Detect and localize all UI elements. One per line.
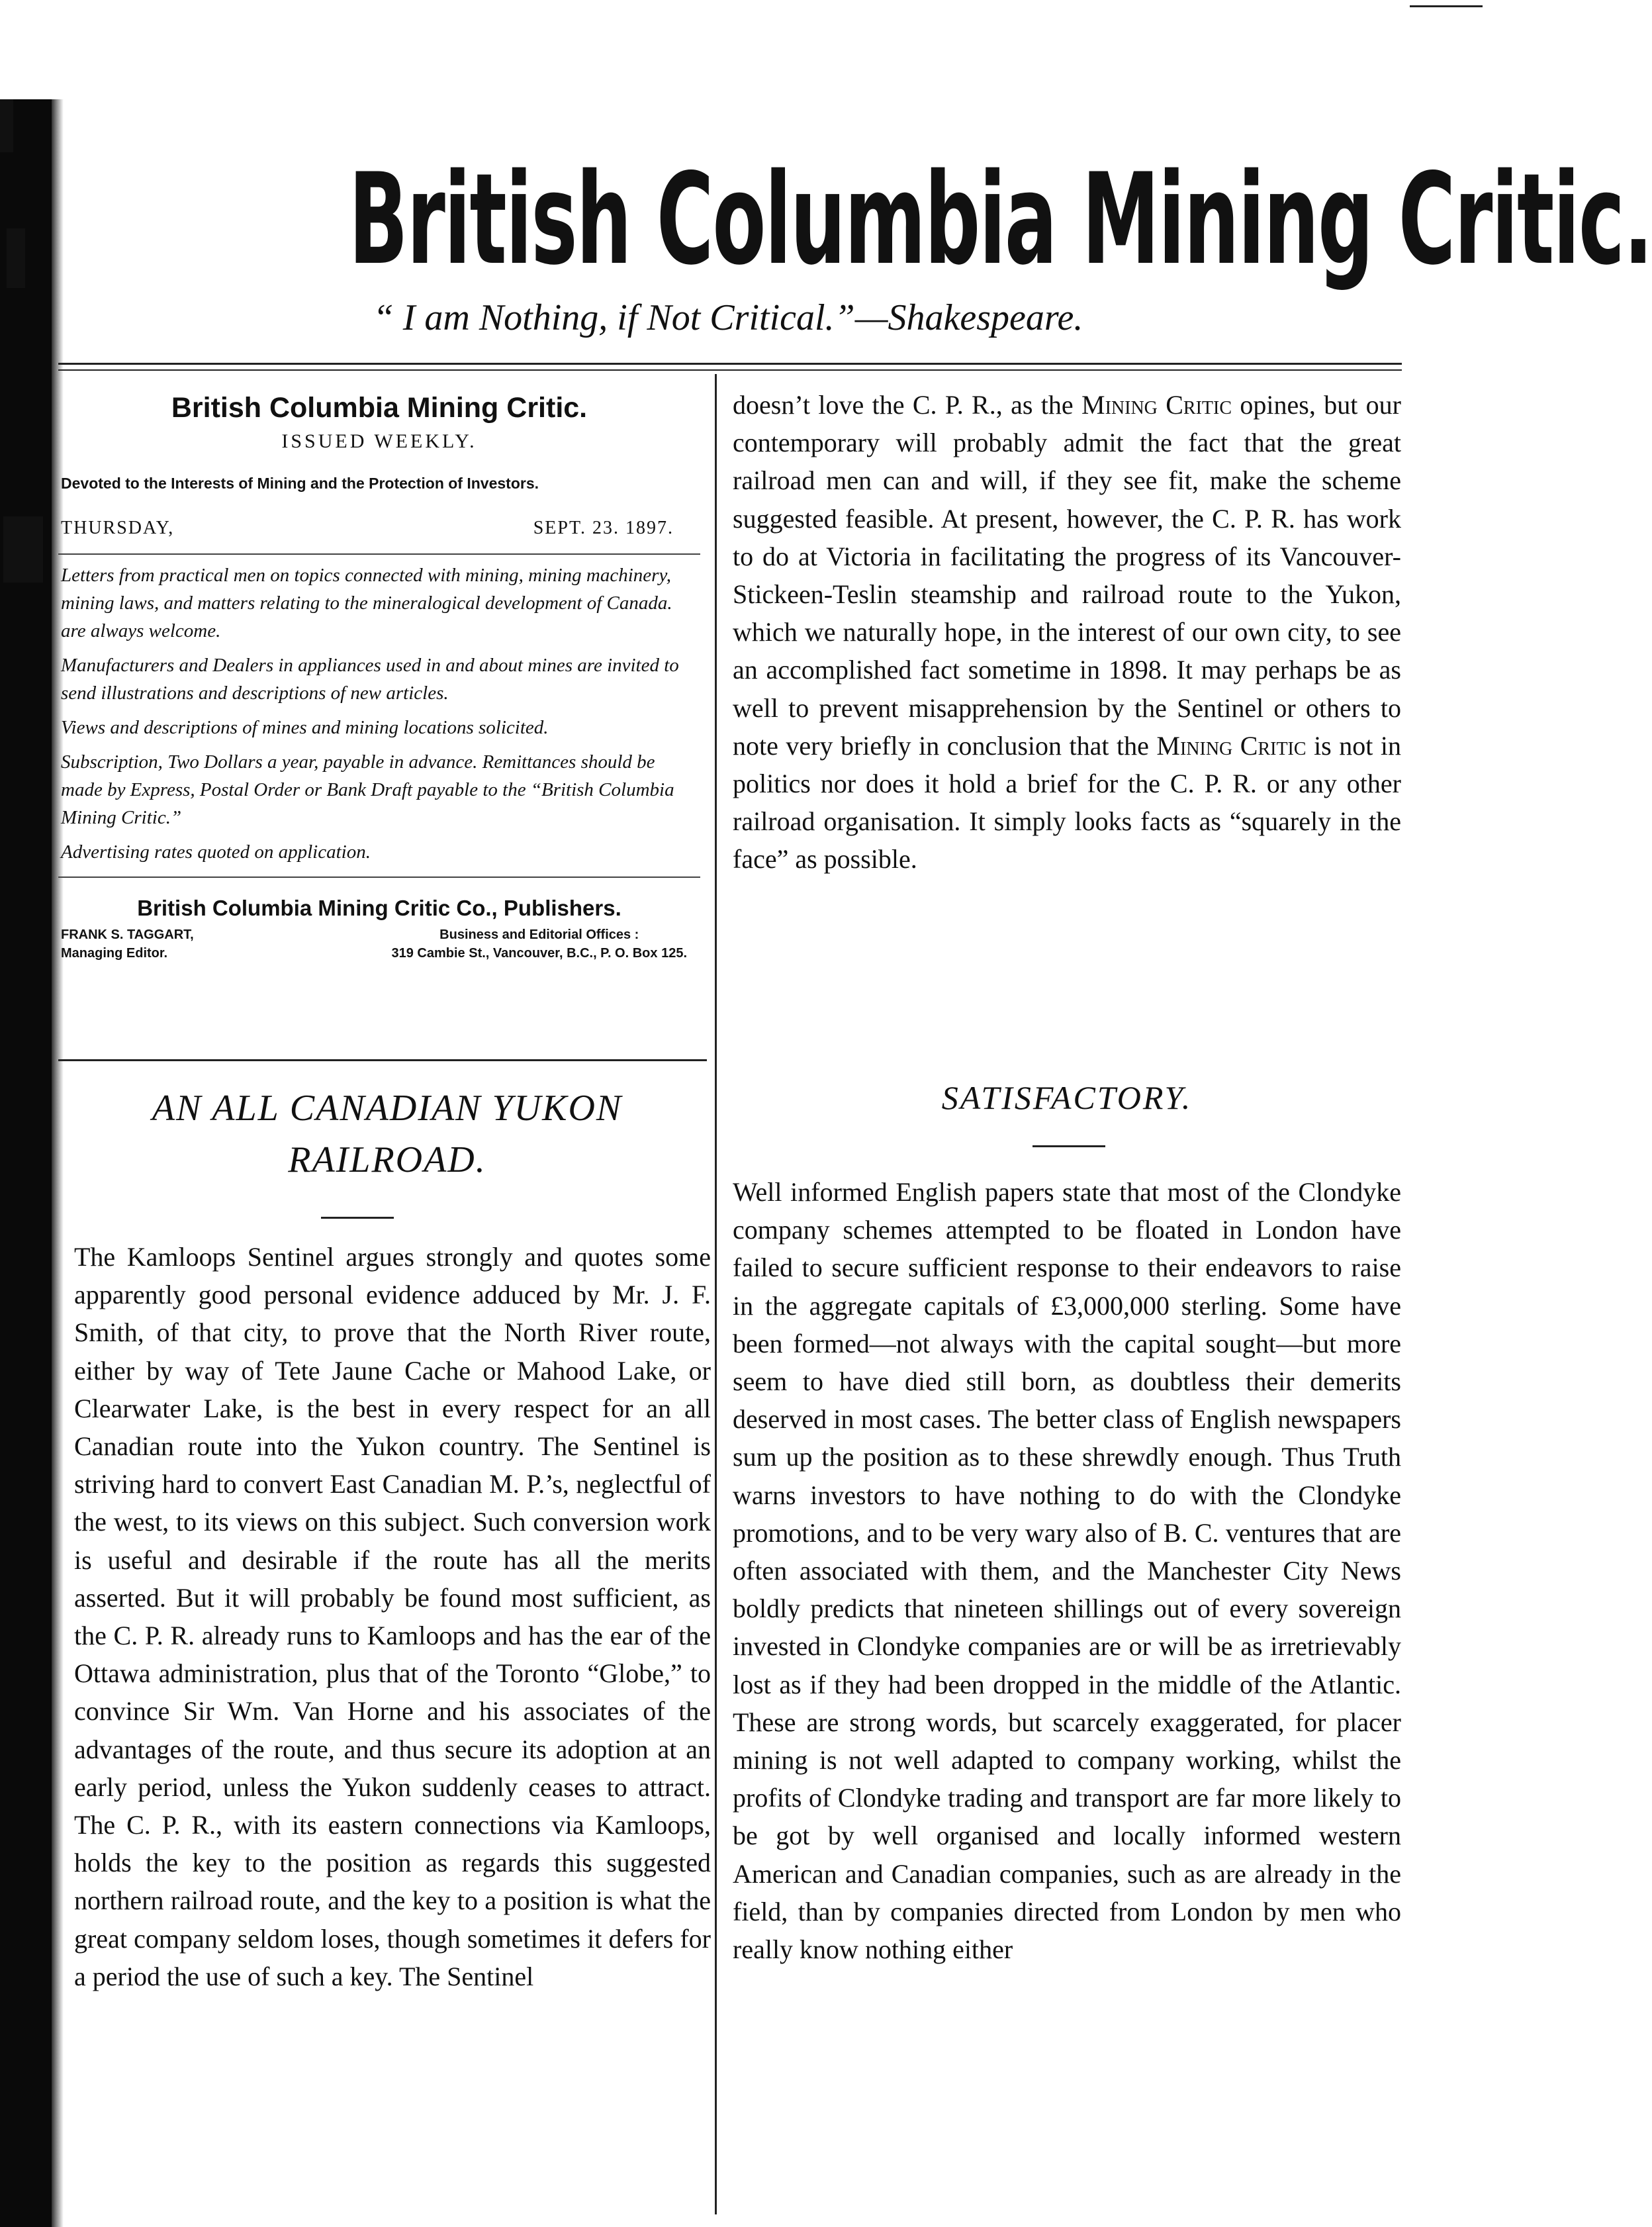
continued-article-body (733, 386, 1401, 878)
box-separator (58, 553, 700, 555)
column-divider (715, 374, 717, 2214)
notice-manufacturers: Manufacturers and Dealers in appliances used in and about mines are invited to send illustrations and descriptions of new articles. (61, 655, 679, 704)
left-article-headline: AN ALL CANADIAN YUKON RAILROAD. (152, 1088, 623, 1180)
left-article-body: The Kamloops Sentinel argues strongly and quotes some apparently good personal evidence adduced by Mr. J. F. Smith, of that city, to prove that the North River route, either by way of Tete Jaune Cache or Mahood Lake, or Clearwater Lake, is the best in every respect for an all Canadian route into the Yukon country. The Sentinel is striving hard to convert East Canadian M. P.’s, neglectful of the west, to its views on this subject. Such conversion work is useful and desirable if the route has all the merits asserted. But it will probably be found most sufficient, as the C. P. R. already runs to Kamloops and has the ear of the Ottawa administration, plus that of the Toronto “Globe,” to convince Sir Wm. Van Horne and his associates of the advantages of the route, and thus secure its adoption at an early period, unless the Yukon suddenly ceases to attract. The C. P. R., with its eastern connections via Kamloops, holds the key to the position as regards this suggested northern railroad route, and the key to a position is what the great company seldom loses, though sometimes it defers for a period the use of such a key. The Sentinel (74, 1242, 711, 1991)
box-separator (58, 877, 700, 878)
publication-info-box (58, 377, 700, 1053)
office-label: Business and Editorial Offices : (439, 927, 639, 942)
margin-mark (0, 99, 13, 152)
paper-name: Mining Critic (1156, 730, 1307, 761)
box-bottom-rule (58, 1059, 707, 1061)
box-publishers: British Columbia Mining Critic Co., Publishers. (137, 896, 621, 920)
editor-block (61, 925, 194, 963)
continued-text: opines, but our contemporary will probably admit the fact that the great railroad men can and will, if they see fit, make the scheme suggested feasible. At present, however, the C. P. R. has work to do at Victoria in facilitating the progress of its Vancouver-Stickeen-Teslin steamship and railroad route to the Yukon, which we naturally hope, in the interest of our own city, to see an accomplished fact sometime in 1898. It may perhaps be as well to prevent misapprehension by the Sentinel or others to note very briefly in conclusion that the (733, 390, 1401, 761)
box-staff (58, 925, 700, 963)
issue-date: SEPT. 23. 1897. (533, 518, 674, 538)
notice-views: Views and descriptions of mines and mining locations solicited. (61, 717, 549, 738)
margin-mark (3, 516, 43, 583)
binding-shadow (0, 99, 52, 2227)
masthead-rule (58, 369, 1402, 371)
editor-role: Managing Editor. (61, 946, 168, 961)
paper-name: Mining Critic (1081, 390, 1232, 420)
headline-rule (1032, 1145, 1105, 1147)
box-issued: ISSUED WEEKLY. (281, 430, 477, 452)
continued-text: is not in politics nor does it hold a brief for the C. P. R. or any other railroad organisation. It simply looks facts as “squarely in the face” as possible. (733, 730, 1401, 875)
notice-advertising: Advertising rates quoted on application. (61, 841, 371, 863)
office-address: 319 Cambie St., Vancouver, B.C., P. O. Box 125. (391, 946, 687, 961)
right-article-headline: SATISFACTORY. (941, 1079, 1193, 1116)
masthead-title: British Columbia Mining Critic. (348, 146, 1652, 293)
right-article-body: Well informed English papers state that most of the Clondyke company schemes attempted to be floated in London have failed to secure sufficient response to their endeavors to raise in the aggregate capitals of £3,000,000 sterling. Some have been formed—not always with the capital sought—but more seem to have died still born, as doubtless their demerits deserved in most cases. The better class of English newspapers sum up the position as to these shrewdly enough. Thus Truth warns investors to have nothing to do with the Clondyke promotions, and to be very wary also of B. C. ventures that are often associated with them, and the Manchester City News boldly predicts that nineteen shillings out of every sovereign invested in Clondyke companies are or will be as irretrievably lost as if they had been dropped in the middle of the Atlantic. These are strong words, but scarcely exaggerated, for placer mining is not well adapted to company working, whilst the profits of Clondyke trading and transport are far more likely to be got by well organised and locally informed western American and Canadian companies, such as are already in the field, than by companies directed from London by men who really know nothing either (733, 1177, 1401, 1965)
masthead-motto: “ I am Nothing, if Not Critical.”—Shakespeare. (373, 297, 1083, 338)
notice-letters: Letters from practical men on topics connected with mining, mining machinery, mining laws, and matters relating to the mineralogical development of Canada. are always welcome. (61, 565, 672, 641)
margin-mark (7, 228, 25, 288)
office-block (392, 925, 688, 963)
top-rule (1410, 5, 1483, 7)
notice-subscription: Subscription, Two Dollars a year, payable in advance. Remittances should be made by Express, Postal Order or Bank Draft payable to the “British Columbia Mining Critic.” (61, 751, 674, 828)
box-devoted-line: Devoted to the Interests of Mining and the Protection of Investors. (61, 475, 539, 492)
box-title: British Columbia Mining Critic. (171, 392, 588, 424)
continued-text: doesn’t love the C. P. R., as the (733, 390, 1082, 420)
box-dateline (58, 514, 700, 543)
masthead-rule (58, 363, 1402, 365)
headline-rule (321, 1217, 394, 1219)
issue-day: THURSDAY, (61, 518, 175, 538)
editor-name: FRANK S. TAGGART, (61, 927, 194, 942)
